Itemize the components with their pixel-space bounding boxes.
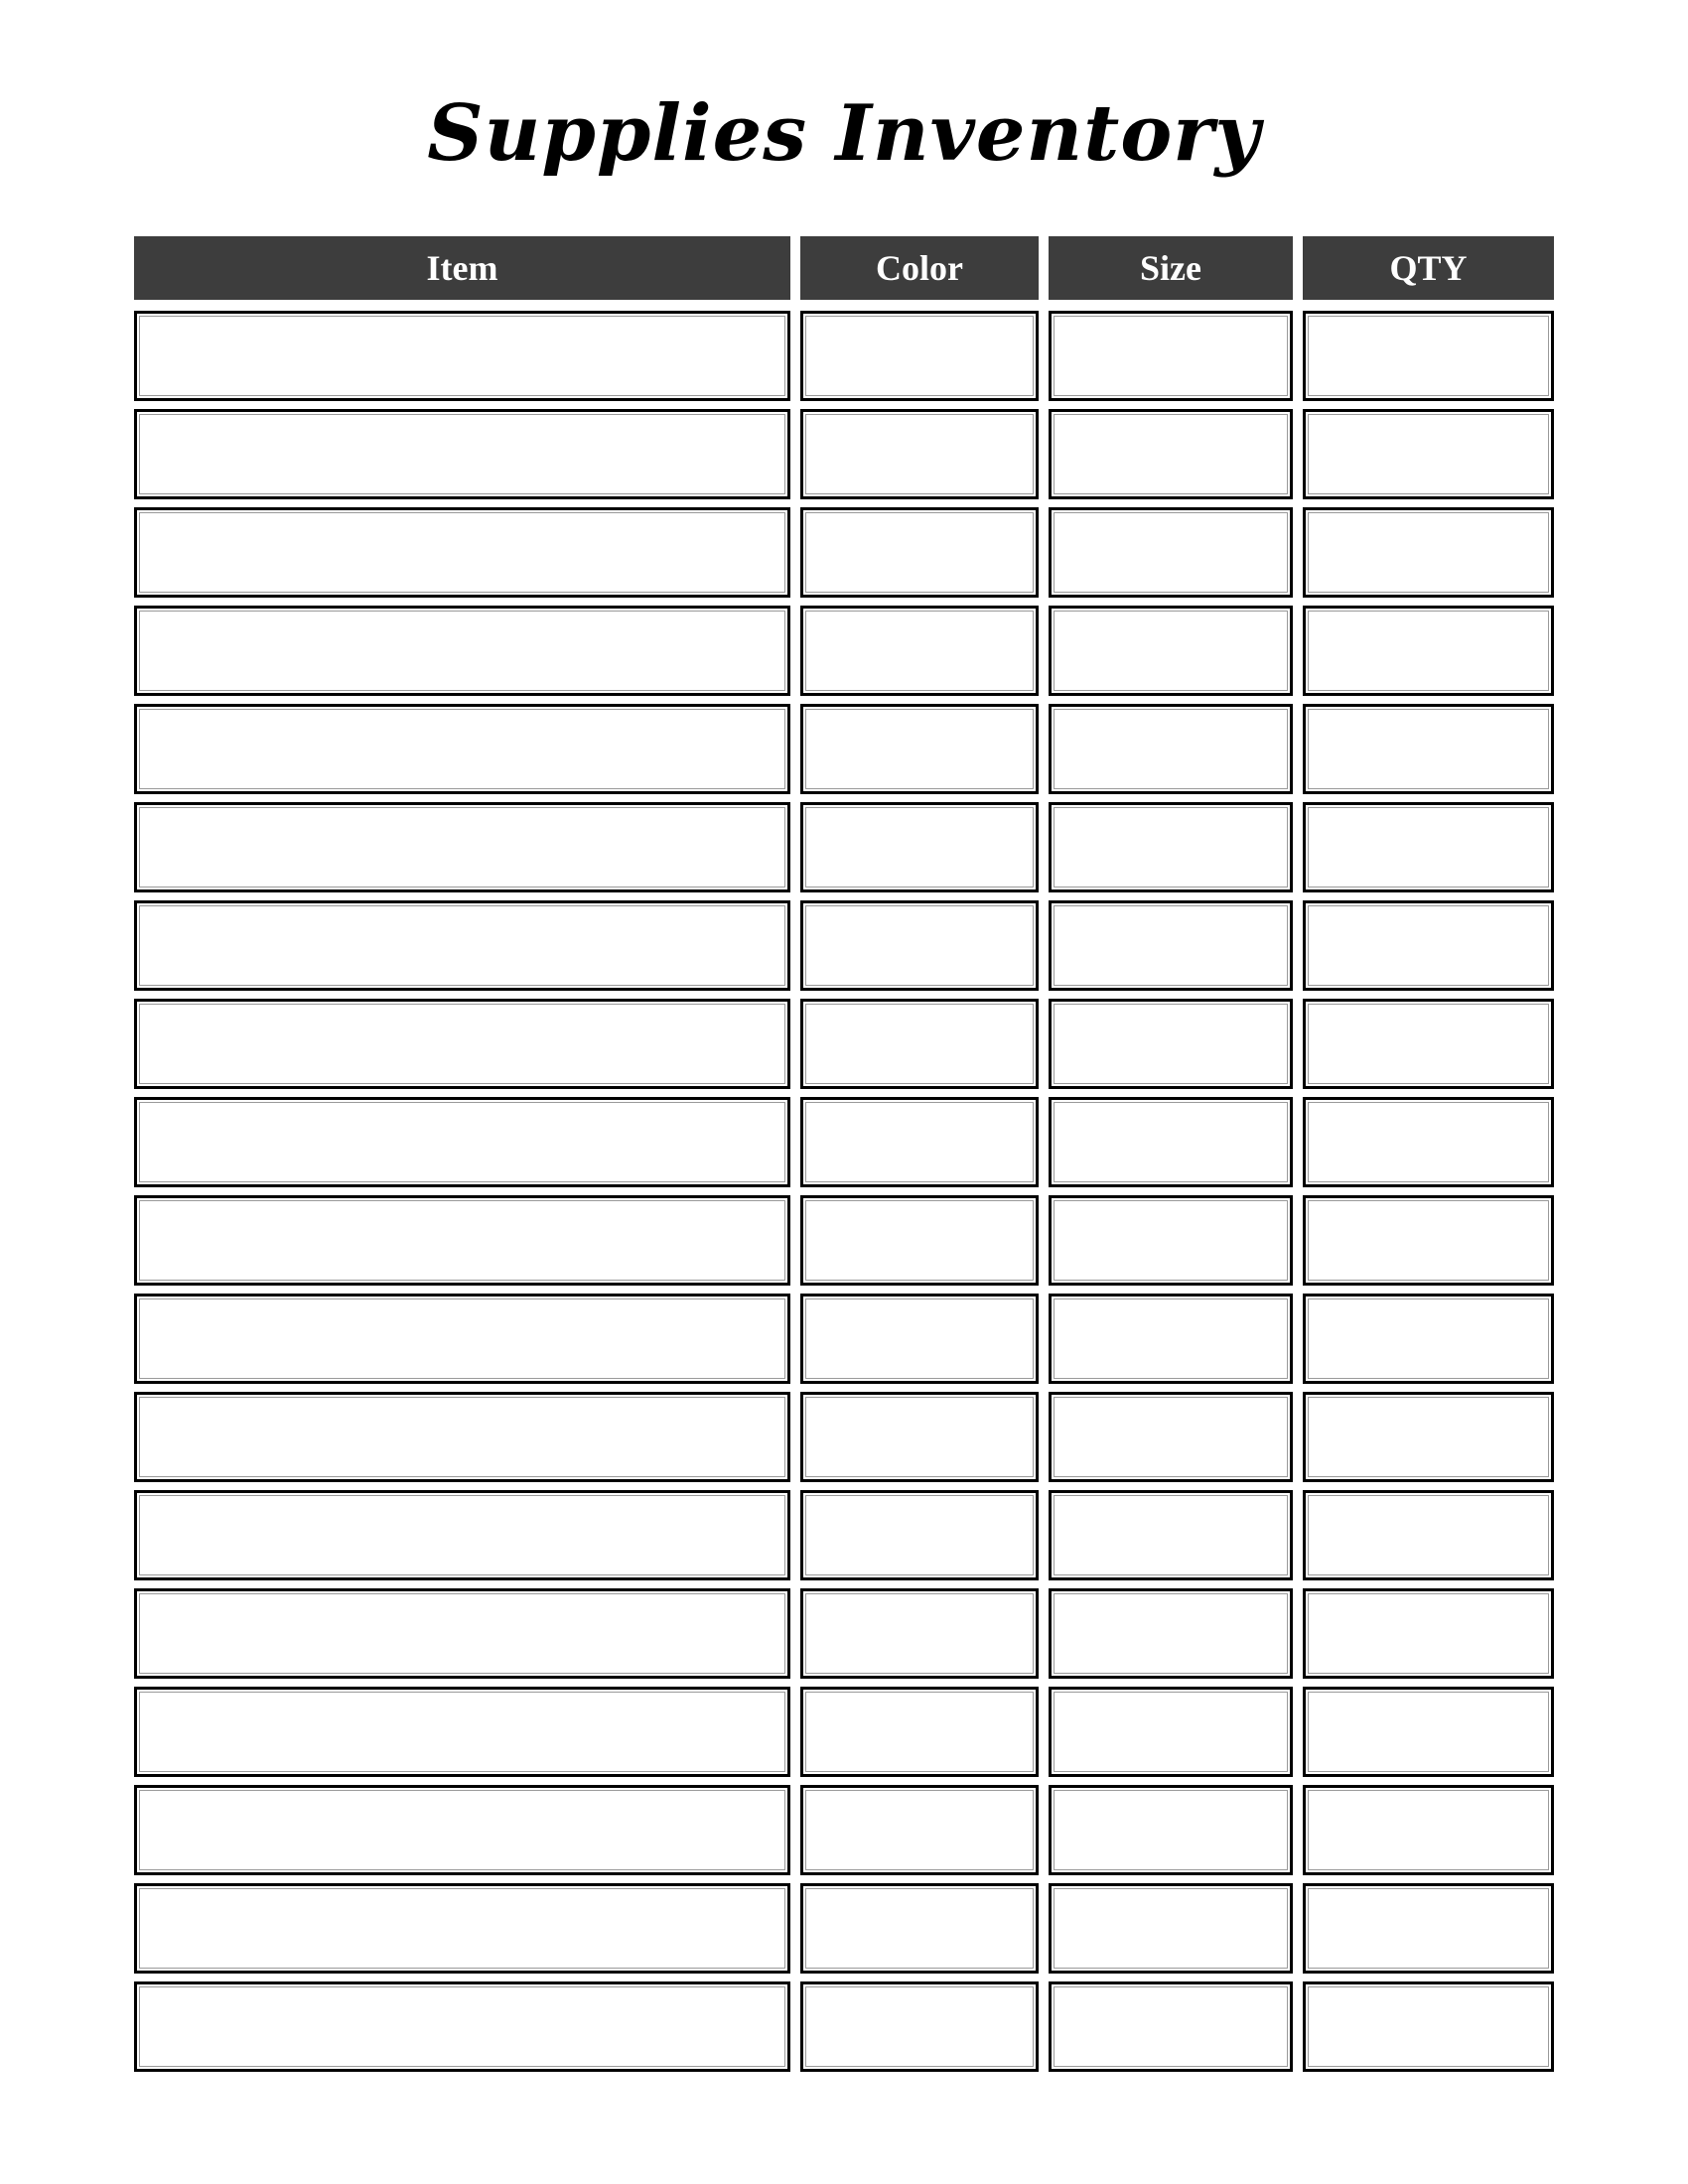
- table-header-row: [134, 236, 1554, 300]
- color-cell[interactable]: [800, 1785, 1039, 1875]
- item-cell[interactable]: [134, 1883, 790, 1974]
- table-row: [134, 311, 1554, 401]
- item-cell[interactable]: [134, 900, 790, 991]
- qty-cell[interactable]: [1303, 1097, 1554, 1187]
- item-cell[interactable]: [134, 409, 790, 499]
- color-cell[interactable]: [800, 1195, 1039, 1286]
- size-cell[interactable]: [1049, 704, 1293, 794]
- item-cell[interactable]: [134, 1785, 790, 1875]
- qty-cell[interactable]: [1303, 507, 1554, 598]
- qty-cell[interactable]: [1303, 1392, 1554, 1482]
- color-cell[interactable]: [800, 409, 1039, 499]
- color-cell[interactable]: [800, 311, 1039, 401]
- table-row: [134, 1883, 1554, 1974]
- color-cell[interactable]: [800, 606, 1039, 696]
- inventory-table: [134, 236, 1554, 2080]
- size-cell[interactable]: [1049, 606, 1293, 696]
- item-cell[interactable]: [134, 1392, 790, 1482]
- column-header-qty: QTY: [1303, 236, 1554, 300]
- table-row: [134, 802, 1554, 892]
- table-row: [134, 606, 1554, 696]
- column-header-color: Color: [800, 236, 1039, 300]
- size-cell[interactable]: [1049, 1785, 1293, 1875]
- table-row: [134, 999, 1554, 1089]
- qty-cell[interactable]: [1303, 1588, 1554, 1679]
- color-cell[interactable]: [800, 1294, 1039, 1384]
- item-cell[interactable]: [134, 704, 790, 794]
- table-row: [134, 1392, 1554, 1482]
- table-body: [134, 311, 1554, 2072]
- size-cell[interactable]: [1049, 999, 1293, 1089]
- item-cell[interactable]: [134, 311, 790, 401]
- qty-cell[interactable]: [1303, 900, 1554, 991]
- color-cell[interactable]: [800, 1883, 1039, 1974]
- table-row: [134, 1490, 1554, 1580]
- color-cell[interactable]: [800, 1392, 1039, 1482]
- size-cell[interactable]: [1049, 1883, 1293, 1974]
- item-cell[interactable]: [134, 606, 790, 696]
- qty-cell[interactable]: [1303, 1785, 1554, 1875]
- qty-cell[interactable]: [1303, 999, 1554, 1089]
- size-cell[interactable]: [1049, 507, 1293, 598]
- qty-cell[interactable]: [1303, 1981, 1554, 2072]
- size-cell[interactable]: [1049, 1294, 1293, 1384]
- size-cell[interactable]: [1049, 1392, 1293, 1482]
- qty-cell[interactable]: [1303, 802, 1554, 892]
- color-cell[interactable]: [800, 704, 1039, 794]
- qty-cell[interactable]: [1303, 1883, 1554, 1974]
- table-row: [134, 1687, 1554, 1777]
- table-row: [134, 1981, 1554, 2072]
- column-header-size: Size: [1049, 236, 1293, 300]
- qty-cell[interactable]: [1303, 606, 1554, 696]
- item-cell[interactable]: [134, 1687, 790, 1777]
- table-row: [134, 900, 1554, 991]
- table-row: [134, 1097, 1554, 1187]
- table-row: [134, 1294, 1554, 1384]
- qty-cell[interactable]: [1303, 409, 1554, 499]
- color-cell[interactable]: [800, 802, 1039, 892]
- table-row: [134, 409, 1554, 499]
- table-row: [134, 507, 1554, 598]
- color-cell[interactable]: [800, 900, 1039, 991]
- column-header-item: Item: [134, 236, 790, 300]
- qty-cell[interactable]: [1303, 1687, 1554, 1777]
- color-cell[interactable]: [800, 1981, 1039, 2072]
- size-cell[interactable]: [1049, 409, 1293, 499]
- size-cell[interactable]: [1049, 1981, 1293, 2072]
- table-row: [134, 1195, 1554, 1286]
- item-cell[interactable]: [134, 1981, 790, 2072]
- qty-cell[interactable]: [1303, 1195, 1554, 1286]
- qty-cell[interactable]: [1303, 704, 1554, 794]
- size-cell[interactable]: [1049, 900, 1293, 991]
- item-cell[interactable]: [134, 802, 790, 892]
- size-cell[interactable]: [1049, 1195, 1293, 1286]
- size-cell[interactable]: [1049, 311, 1293, 401]
- item-cell[interactable]: [134, 1195, 790, 1286]
- item-cell[interactable]: [134, 1490, 790, 1580]
- size-cell[interactable]: [1049, 802, 1293, 892]
- item-cell[interactable]: [134, 999, 790, 1089]
- size-cell[interactable]: [1049, 1097, 1293, 1187]
- table-row: [134, 1785, 1554, 1875]
- table-row: [134, 1588, 1554, 1679]
- item-cell[interactable]: [134, 1097, 790, 1187]
- item-cell[interactable]: [134, 507, 790, 598]
- qty-cell[interactable]: [1303, 1490, 1554, 1580]
- color-cell[interactable]: [800, 1687, 1039, 1777]
- color-cell[interactable]: [800, 1490, 1039, 1580]
- color-cell[interactable]: [800, 1588, 1039, 1679]
- color-cell[interactable]: [800, 999, 1039, 1089]
- size-cell[interactable]: [1049, 1588, 1293, 1679]
- page-title: Supplies Inventory: [427, 88, 1261, 179]
- color-cell[interactable]: [800, 1097, 1039, 1187]
- size-cell[interactable]: [1049, 1687, 1293, 1777]
- table-row: [134, 704, 1554, 794]
- color-cell[interactable]: [800, 507, 1039, 598]
- size-cell[interactable]: [1049, 1490, 1293, 1580]
- qty-cell[interactable]: [1303, 311, 1554, 401]
- qty-cell[interactable]: [1303, 1294, 1554, 1384]
- item-cell[interactable]: [134, 1294, 790, 1384]
- item-cell[interactable]: [134, 1588, 790, 1679]
